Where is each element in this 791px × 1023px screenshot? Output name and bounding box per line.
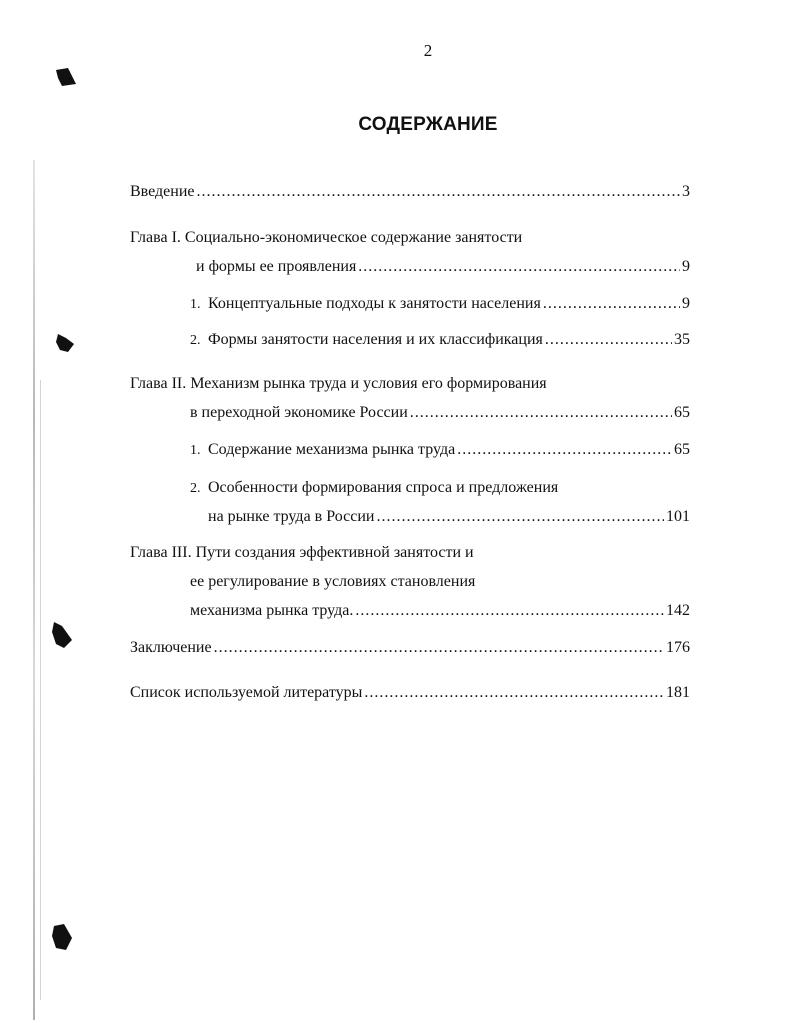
toc-entry-label: в переходной экономике России [190,404,408,421]
leader-dots [197,182,681,202]
toc-entry-label: Концептуальные подходы к занятости населения [208,295,541,312]
chapter-3-heading: Глава III. Пути создания эффективной занятости и [130,544,474,561]
toc-entry-chapter-3 [190,601,690,621]
toc-entry-conclusion [130,638,690,658]
leader-dots [214,638,664,658]
scan-mark-icon [48,922,76,954]
chapter-3-heading-line-2: ее регулирование в условиях становления [190,573,476,590]
toc-page-number: 142 [666,602,690,619]
toc-page-number: 65 [674,441,690,458]
toc-page-number: 65 [674,404,690,421]
leader-dots [355,601,664,621]
toc-page-number: 9 [682,258,690,275]
chapter-1-heading: Глава I. Социально-экономическое содержание занятости [130,229,523,246]
toc-entry-bibliography [130,683,690,703]
toc-entry-chapter-2 [190,403,690,423]
toc-entry-section-2-2 [208,507,690,527]
leader-dots [376,507,664,527]
section-2-2-heading [190,478,558,499]
leader-dots [543,294,680,314]
toc-entry-intro [130,182,690,202]
toc-page-number: 181 [666,684,690,701]
scan-mark-icon [48,620,78,652]
scan-edge-artifact-2 [40,380,41,1000]
toc-entry-label: Особенности формирования спроса и предложения [208,479,559,496]
toc-entry-label: механизма рынка труда. [190,602,354,619]
toc-page-number: 3 [682,183,690,200]
scan-mark-icon [52,66,80,90]
leader-dots [364,683,664,703]
chapter-2-heading: Глава II. Механизм рынка труда и условия его формирования [130,375,547,392]
toc-entry-label: и формы ее проявления [196,258,357,275]
toc-page-number: 35 [674,331,690,348]
leader-dots [410,403,672,423]
section-number: 1. [190,297,201,312]
scan-edge-artifact [33,160,35,1020]
toc-entry-label: Формы занятости населения и их классификация [208,331,543,348]
toc-entry-section-1-1 [190,294,690,315]
leader-dots [358,257,680,277]
leader-dots [457,440,672,460]
section-number: 2. [190,481,201,496]
toc-entry-label: Заключение [130,639,212,656]
toc-entry-section-2-1 [190,440,690,461]
toc-page-number: 176 [666,639,690,656]
toc-entry-section-1-2 [190,330,690,351]
page-number: 2 [423,41,433,60]
leader-dots [545,330,672,350]
toc-page-number: 101 [666,508,690,525]
scan-mark-icon [52,330,80,358]
section-number: 2. [190,333,201,348]
page-title: СОДЕРЖАНИЕ [358,114,498,135]
toc-page-number: 9 [682,295,690,312]
toc-entry-chapter-1 [196,257,690,277]
toc-entry-label: Список используемой литературы [130,684,363,701]
toc-entry-label: Введение [130,183,195,200]
toc-entry-label: Содержание механизма рынка труда [208,441,456,458]
section-number: 1. [190,443,201,458]
toc-entry-label: на рынке труда в России [208,508,375,525]
